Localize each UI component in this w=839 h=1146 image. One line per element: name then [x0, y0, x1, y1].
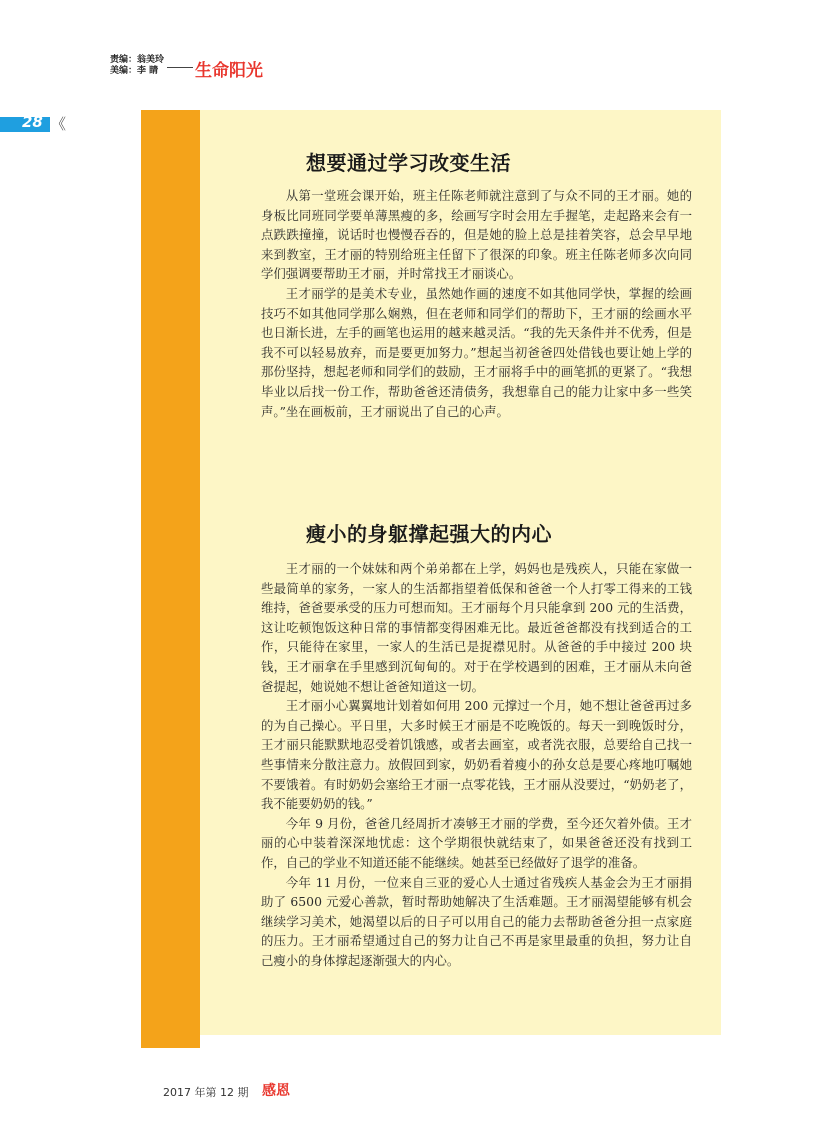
article-body-2 [261, 559, 692, 970]
editor-credit: 责编：翁美玲 [110, 55, 165, 65]
paragraph: 今年 9 月份，爸爸几经周折才凑够王才丽的学费，至今还欠着外债。王才丽的心中装着深深地忧虑：这个学期很快就结束了，如果爸爸还没有找到工作，自己的学业不知道还能不能继续。她甚至已经做好了退学的准备。 [261, 815, 692, 870]
article-heading-2: 瘦小的身躯撑起强大的内心 [306, 522, 552, 546]
paragraph: 王才丽小心翼翼地计划着如何用 200 元撑过一个月，她不想让爸爸再过多的为自己操心。平日里，大多时候王才丽是不吃晚饭的。每天一到晚饭时分，王才丽只能默默地忍受着饥饿感，或者去画室，或者洗衣服，总要给自己找一些事情来分散注意力。放假回到家，奶奶看着瘦小的孙女总是要心疼地叮嘱她不要饿着。有时奶奶会塞给王才丽一点零花钱，王才丽从没要过，“奶奶老了，我不能要奶奶的钱。” [261, 698, 692, 812]
paragraph: 从第一堂班会课开始，班主任陈老师就注意到了与众不同的王才丽。她的身板比同班同学要单薄黑瘦的多，绘画写字时会用左手握笔，走起路来会有一点跌跌撞撞，说话时也慢慢吞吞的，但是她的脸上总是挂着笑容，总会早早地来到教室，王才丽的特别给班主任留下了很深的印象。班主任陈老师多次向同学们强调要帮助王才丽，并时常找王才丽谈心。 [261, 188, 692, 282]
article-heading-1: 想要通过学习改变生活 [306, 151, 511, 175]
decorative-side-bar [141, 110, 200, 1048]
magazine-logo: 感恩 [262, 1083, 290, 1099]
paragraph: 王才丽的一个妹妹和两个弟弟都在上学，妈妈也是残疾人，只能在家做一些最简单的家务，一家人的生活都指望着低保和爸爸一个人打零工得来的工钱维持，爸爸要承受的压力可想而知。王才丽每个月只能拿到 200 元的生活费，这让吃顿饱饭这种日常的事情都变得困难无比。最近爸爸都没有找到适合的工作，只能待在家里，一家人的生活已是捉襟见肘。从爸爸的手中接过 200 块钱，王才丽拿在手里感到沉甸甸的。对于在学校遇到的困难，王才丽从未向爸爸提起，她说她不想让爸爸知道这一切。 [261, 561, 692, 694]
designer-credit: 美编：李 睛 [110, 66, 159, 76]
issue-label: 2017 年第 12 期 [163, 1086, 249, 1099]
header-divider [167, 67, 193, 68]
page-arrows-icon: 《 [51, 115, 67, 133]
paragraph: 今年 11 月份，一位来自三亚的爱心人士通过省残疾人基金会为王才丽捐助了 6500 元爱心善款，暂时帮助她解决了生活难题。王才丽渴望能够有机会继续学习美术，她渴望以后的日子可以用自己的能力去帮助爸爸分担一点家庭的压力。王才丽希望通过自己的努力让自己不再是家里最重的负担，努力让自己瘦小的身体撑起逐渐强大的内心。 [261, 874, 692, 968]
article-body-1 [261, 186, 692, 421]
section-title: 生命阳光 [195, 61, 263, 81]
page-header [110, 53, 410, 83]
credits [110, 55, 164, 77]
page-number: 28 [22, 113, 43, 131]
paragraph: 王才丽学的是美术专业，虽然她作画的速度不如其他同学快，掌握的绘画技巧不如其他同学那么娴熟，但在老师和同学们的帮助下，王才丽的绘画水平也日渐长进，左手的画笔也运用的越来越灵活。“我的先天条件并不优秀，但是我不可以轻易放弃，而是要更加努力。”想起当初爸爸四处借钱也要让她上学的那份坚持，想起老师和同学们的鼓励，王才丽将手中的画笔抓的更紧了。“我想毕业以后找一份工作，帮助爸爸还清债务，我想靠自己的能力让家中多一些笑声。”坐在画板前，王才丽说出了自己的心声。 [261, 285, 692, 419]
